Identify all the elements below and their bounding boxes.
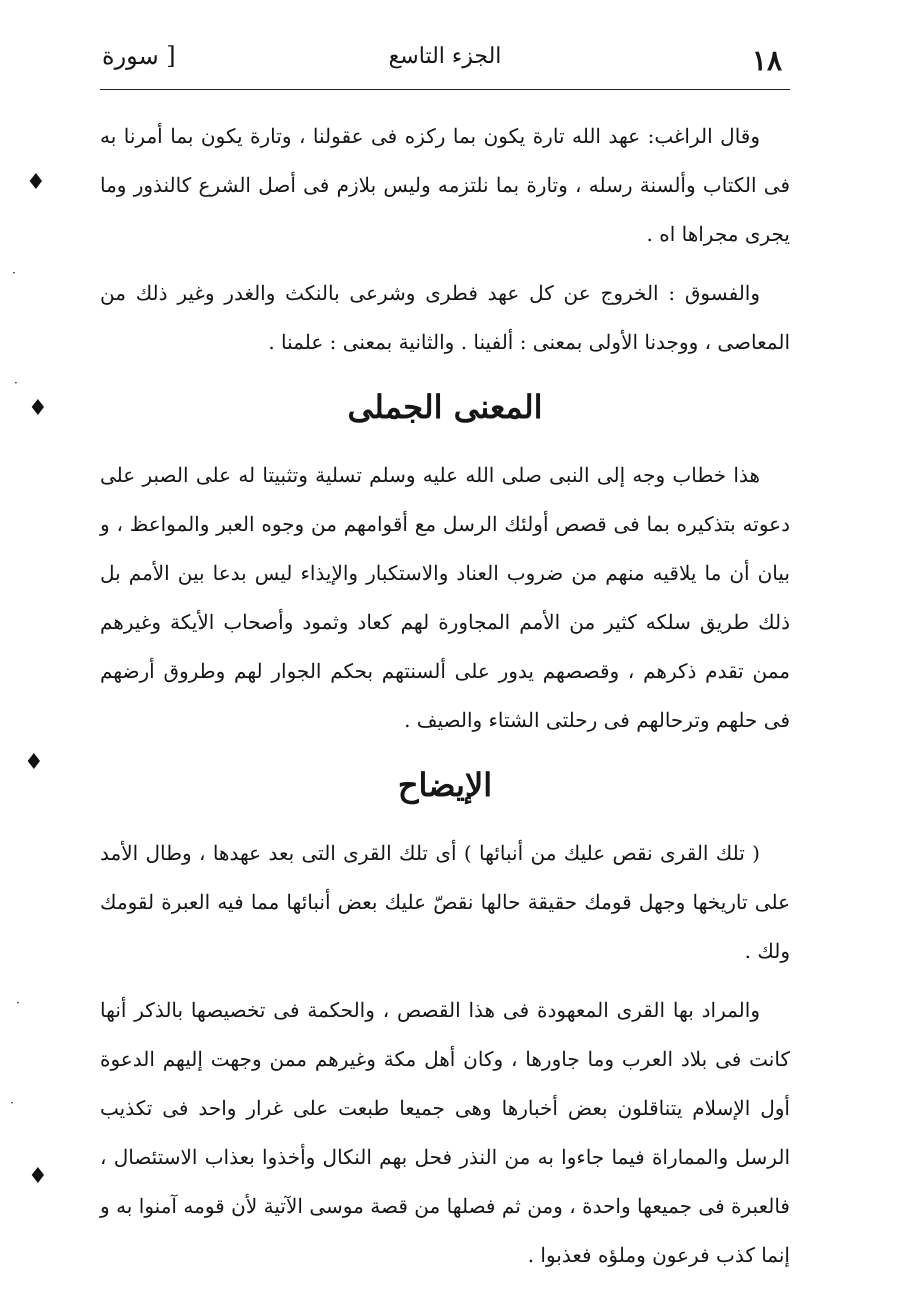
margin-mark: ♦	[26, 170, 46, 195]
margin-mark: ♦	[28, 396, 48, 421]
margin-mark: ♦	[28, 1164, 48, 1189]
surah-label: [ سورة	[102, 42, 176, 70]
page-number: ١٨	[751, 44, 782, 77]
margin-dot: ·	[16, 996, 20, 1010]
margin-dot: ·	[10, 1096, 14, 1110]
paragraph-villages: والمراد بها القرى المعهودة فى هذا القصص ، والحكمة فى تخصيصها بالذكر أنها كانت فى بلاد العرب وما جاورها ، وكان أهل مكة وغيرهم ممن وجهت إليهم الدعوة أول الإسلام يتناقلون بعض أخبارها وهى جميعا طبعت على غرار واحد فى تكذيب الرسل والمماراة فيما جاءوا به من النذر فحل بهم النكال وأخذوا بعذاب الاستئصال ، فالعبرة فى جميعها واحدة ، ومن ثم فصلها من قصة موسى الآتية لأن قومه آمنوا به و إنما كذب فرعون وملؤه فعذبوا .	[100, 998, 790, 1267]
page-header	[100, 38, 790, 90]
margin-mark: ♦	[24, 750, 44, 775]
paragraph-general-meaning: هذا خطاب وجه إلى النبى صلى الله عليه وسلم تسلية وتثبيتا له على الصبر على دعوته بتذكيره بما فى قصص أولئك الرسل مع أقوامهم من وجوه العبر والمواعظ ، و بيان أن ما يلاقيه منهم من ضروب العناد والاستكبار والإيذاء ليس بدعا بين الأمم بل ذلك طريق سلكه كثير من الأمم المجاورة لهم كعاد وثمود وأصحاب الأيكة وغيرهم ممن تقدم ذكرهم ، وقصصهم يدور على ألسنتهم بحكم الجوار لهم وطروق أرضهم فى حلهم وترحالهم فى رحلتى الشتاء والصيف .	[100, 463, 790, 732]
paragraph-verse: ( تلك القرى نقص عليك من أنبائها ) أى تلك القرى التى بعد عهدها ، وطال الأمد على تاريخها وجهل قومك حقيقة حالها نقصّ عليك بعض أنبائها مما فيه العبرة لقومك ولك .	[100, 841, 790, 963]
paragraph-fusuq: والفسوق : الخروج عن كل عهد فطرى وشرعى بالنكث والغدر وغير ذلك من المعاصى ، ووجدنا الأولى بمعنى : ألفينا . والثانية بمعنى : علمنا .	[100, 281, 790, 354]
heading-general-meaning: المعنى الجملى	[347, 388, 543, 426]
margin-dot: ·	[14, 376, 18, 390]
paragraph-raghib: وقال الراغب: عهد الله تارة يكون بما ركزه فى عقولنا ، وتارة يكون بما أمرنا به فى الكتاب وألسنة رسله ، وتارة بما نلتزمه وليس بلازم فى أصل الشرع كالنذور وما يجرى مجراها اه .	[100, 124, 790, 246]
header-divider	[100, 89, 790, 90]
margin-dot: ·	[12, 266, 16, 280]
heading-explanation: الإيضاح	[397, 766, 493, 804]
running-title: الجزء التاسع	[388, 44, 502, 69]
body-text	[100, 112, 790, 1290]
